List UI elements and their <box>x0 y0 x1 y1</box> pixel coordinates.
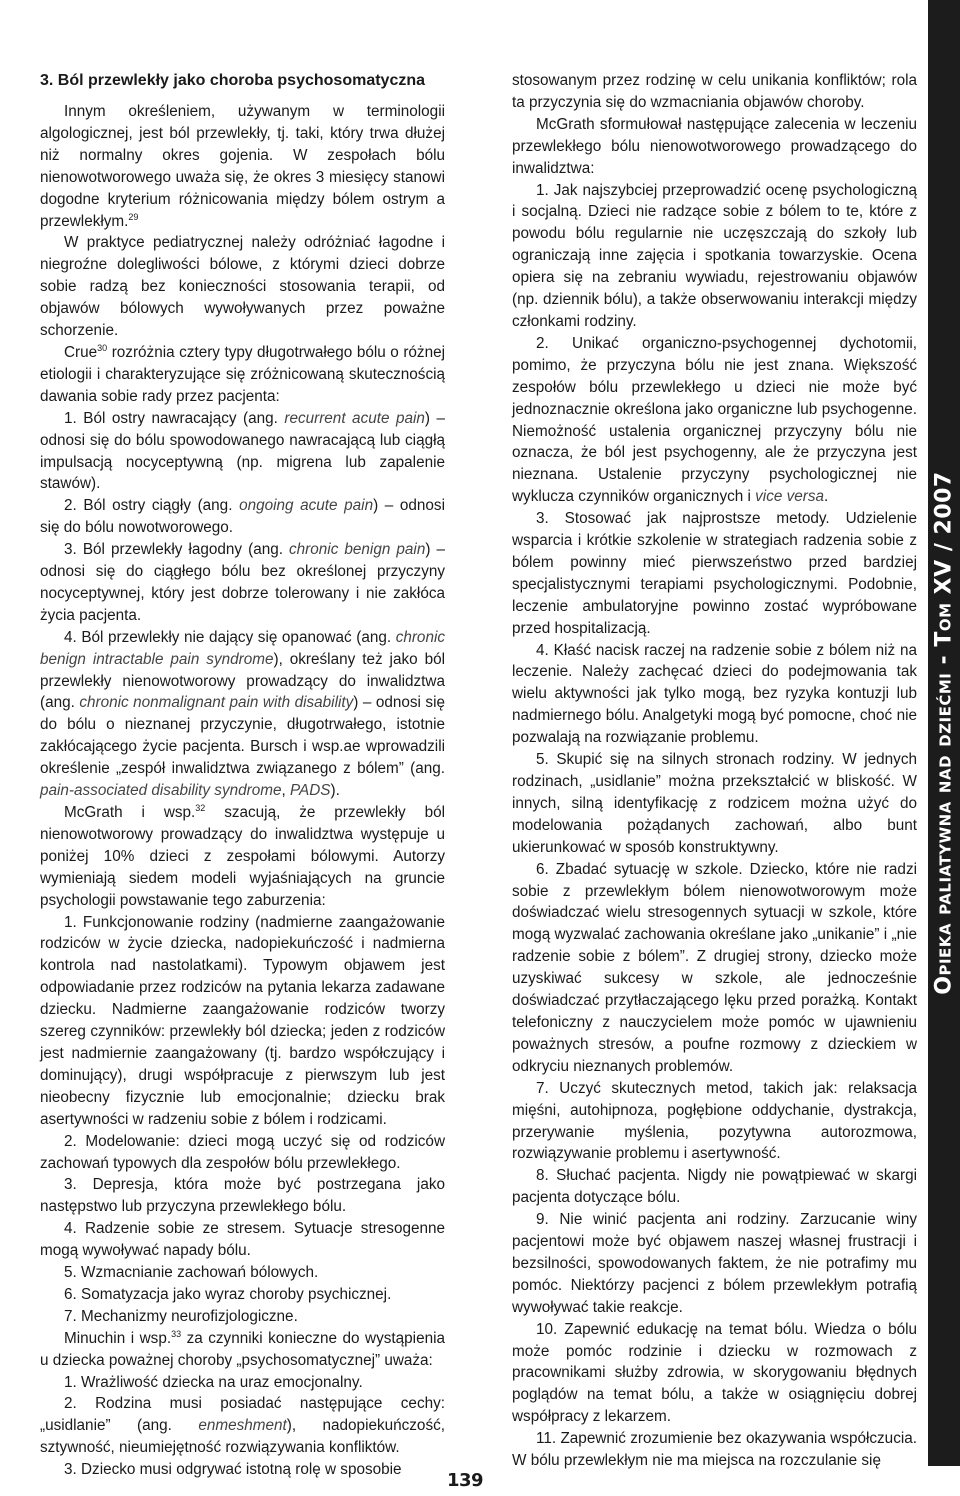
paragraph <box>40 408 445 496</box>
italic-term: PADS <box>289 782 331 800</box>
paragraph <box>512 749 917 859</box>
right-column <box>512 70 917 1472</box>
paragraph <box>512 1319 917 1429</box>
text-run: Innym określeniem, używanym w terminologii algologicznej, jest ból przewlekły, tj. taki, który trwa dłużej niż normalny okres gojenia. W zespołach bólu nienowotworowego uważa się, że okres 3 miesięcy stanowi dogodne kryterium różnicowania między bólem ostrym a przewlekłym. <box>40 103 445 230</box>
footnote-ref: 30 <box>97 342 108 353</box>
text-run: ) – odnosi się do ciągłego bólu bez określonej przyczyny nocyceptywnej, który jest dobrze tolerowany i nie zakłóca życia pacjenta. <box>40 541 445 624</box>
text-run: 3. Stosować jak najprostsze metody. Udzielenie wsparcia i krótkie szkolenie w strategiach radzenia sobie z bólem powinny mieć pierwszeństwo przed bardziej specjalistycznymi terapiami psychologicznymi. Podobnie, leczenie ambulatoryjne powinno zostać wypróbowane przed hospitalizacją. <box>512 510 917 637</box>
text-run: McGrath sformułował następujące zalecenia w leczeniu przewlekłego bólu nienowotworowego prowadzącego do inwalidztwa: <box>512 115 917 177</box>
paragraph <box>512 1428 917 1472</box>
paragraph <box>40 342 445 408</box>
paragraph <box>512 180 917 333</box>
text-run: 4. Kłaść nacisk raczej na radzenie sobie z bólem niż na leczenie. Należy zachęcać dzieci do podejmowania tak wielu aktywności jak tylko mogą, bez ryzyka kontuzji lub nadmiernego bólu. Analgetyki mogą być pomocne, choć nie pozwalają na rozwiązanie problemu. <box>512 641 917 747</box>
paragraph <box>40 539 445 627</box>
left-body <box>40 101 445 1481</box>
italic-term: ongoing acute pain <box>239 497 374 515</box>
footnote-ref: 33 <box>171 1328 182 1339</box>
text-run: 9. Nie winić pacjenta ani rodziny. Zarzucanie winy pacjentowi może być objawem naszej własnej frustracji i bezsilności, spowodowanych faktem, że nie potrafimy mu pomóc. Niektórzy pacjenci z bólem przewlekłym potrafią wywoływać takie reakcje. <box>512 1211 917 1316</box>
text-run: ) – odnosi się do bólu o nieznanej przyczynie, długotrwałego, istotnie zakłócającego życie pacjenta. Bursch i wsp.ae wprowadzili określenie „zespół inwalidztwa związanego z bólem” (ang. <box>40 694 445 778</box>
footnote-ref: 32 <box>195 802 206 813</box>
paragraph <box>512 1209 917 1319</box>
text-run: ). <box>330 782 340 800</box>
paragraph <box>40 912 445 1131</box>
text-run: 1. Wrażliwość dziecka na uraz emocjonalny. <box>64 1373 363 1391</box>
paragraph <box>40 1284 445 1306</box>
paragraph <box>512 70 917 114</box>
text-run: 3. Ból przewlekły łagodny (ang. <box>64 541 290 559</box>
italic-term: chronic benign intractable pain syndrome <box>40 628 445 668</box>
text-run: 1. Ból ostry nawracający (ang. <box>64 409 285 427</box>
text-run: . <box>824 488 829 506</box>
text-run: 3. Dziecko musi odgrywać istotną rolę w sposobie <box>64 1461 402 1479</box>
italic-term: vice versa <box>755 488 825 506</box>
paragraph <box>40 1328 445 1372</box>
text-run: ) – odnosi się do bólu nowotworowego. <box>40 497 445 537</box>
paragraph <box>40 627 445 802</box>
right-body <box>512 70 917 1472</box>
text-run: za czynniki konieczne do wystąpienia u dziecka poważnej choroby „psychosomatycznej” uważa: <box>40 1329 445 1369</box>
paragraph <box>40 1262 445 1284</box>
paragraph <box>40 1306 445 1328</box>
text-run: 6. Somatyzacja jako wyraz choroby psychicznej. <box>64 1285 392 1303</box>
text-run: 2. Unikać organiczno-psychogennej dychotomii, pomimo, że przyczyna bólu nie jest znana. Większość zespołów bólu przewlekłego u dzieci nie może być jednoznacznie określona jako organiczne lub psychogenne. Niemożność ustalenia organicznej przyczyny bólu nie oznacza, że ból jest psychogenny, ale że przyczyna jest nieznana. Ustalenie przyczyny psychologicznej nie wyklucza czynników organicznych i <box>512 334 917 506</box>
paragraph <box>512 114 917 180</box>
text-run: W praktyce pediatrycznej należy odróżniać łagodne i niegroźne dolegliwości bólowe, z którymi dzieci dobrze sobie radzą bez konieczności stosowania terapii, od objawów bólowych wywoływanych przez poważne schorzenie. <box>40 234 445 340</box>
paragraph <box>512 333 917 508</box>
text-run: 2. Rodzina musi posiadać następujące cechy: „usidlanie” (ang. <box>40 1395 445 1435</box>
text-run: rozróżnia cztery typy długotrwałego bólu o różnej etiologii i charakteryzujące się zróżnicowaną skutecznością dawania sobie rady przez pacjenta: <box>40 343 445 405</box>
italic-term: chronic benign pain <box>289 541 426 559</box>
text-run: 5. Wzmacnianie zachowań bólowych. <box>64 1264 319 1282</box>
paragraph <box>512 1165 917 1209</box>
text-run: McGrath i wsp. <box>64 804 196 821</box>
paragraph <box>40 1218 445 1262</box>
paragraph <box>40 495 445 539</box>
paragraph <box>40 232 445 342</box>
paragraph <box>40 802 445 912</box>
paragraph <box>512 1078 917 1166</box>
paragraph <box>512 508 917 639</box>
text-run: 1. Jak najszybciej przeprowadzić ocenę psychologiczną i socjalną. Dzieci nie radzące sobie z bólem to te, które z powodu bólu regularnie nie uczęszczają do szkoły lub ograniczają inne zajęcia i spotkania towarzyskie. Ocena opiera się na zebraniu wywiadu, rejestrowaniu objawów (np. dziennik bólu), a także obserwowaniu interakcji między członkami rodziny. <box>512 181 917 330</box>
italic-term: chronic nonmalignant pain with disability <box>79 694 354 712</box>
text-run: 4. Radzenie sobie ze stresem. Sytuacje stresogenne mogą wywoływać napady bólu. <box>40 1220 445 1260</box>
paragraph <box>40 1372 445 1394</box>
text-run: 1. Funkcjonowanie rodziny (nadmierne zaangażowanie rodziców w życie dziecka, nadopiekuńczość i nadmierna kontrola nad nastolatkami). Typowym objawem jest odpowiadanie przez rodziców na pytania lekarza zadawane dziecku. Nadmierne zaangażowanie rodziców tworzy szereg czynników: przewlekły ból dziecka; jeden z rodziców jest nadmiernie zaangażowany (tj. bardzo współczujący i dominujący), drugi współpracuje z pierwszym lub jest nieobecny fizycznie lub emocjonalnie; dziecku brak asertywności w radzeniu sobie z bólem i rodzicami. <box>40 913 445 1128</box>
italic-term: pain-associated disability syndrome <box>40 782 282 800</box>
text-run: 10. Zapewnić edukację na temat bólu. Wiedza o bólu może pomóc rodzinie i dziecku w rozmowach z pracownikami służby zdrowia, w skorygowaniu błędnych poglądów na temat bólu, a także w osiągnięciu dobrej współpracy z lekarzem. <box>512 1320 917 1426</box>
page-number: 139 <box>446 1470 484 1491</box>
paragraph <box>40 1174 445 1218</box>
text-run: stosowanym przez rodzinę w celu unikania konfliktów; rola ta przyczynia się do wzmacniania objawów choroby. <box>512 72 917 111</box>
text-run: 7. Uczyć skutecznych metod, takich jak: relaksacja mięśni, autohipnoza, pogłębione oddychanie, dystrakcja, przerywanie myślenia, pozytywna autorozmowa, rozwiązywanie problemu i asertywność. <box>512 1079 917 1163</box>
section-heading: 3. Ból przewlekły jako choroba psychosomatyczna <box>40 72 426 89</box>
paragraph <box>512 640 917 750</box>
text-run: 6. Zbadać sytuację w szkole. Dziecko, które nie radzi sobie z przewlekłym bólem nienowotworowym może doświadczać wielu stresogennych sytuacji w szkole, które mogą wyzwalać zachowania określane jako „unikanie” i „nie radzenie sobie z bólem”. Z drugiej strony, dziecko może uzyskiwać sukcesy w szkole, ale jednocześnie doświadczać przytłaczającego lęku przed porażką. Kontakt telefoniczny z nauczycielem może pomóc w ujawnieniu poważnych stresów, a poufne rozmowy z dzieckiem w odkryciu nieznanych problemów. <box>512 860 917 1075</box>
left-column <box>40 70 445 1481</box>
text-run: 4. Ból przewlekły nie dający się opanować (ang. <box>64 628 396 646</box>
italic-term: enmeshment <box>198 1417 287 1435</box>
sidebar-journal-title: Opieka paliatywna nad dziećmi - Tom XV / 2007 <box>931 471 957 995</box>
paragraph <box>40 1393 445 1459</box>
paragraph <box>40 101 445 232</box>
text-run: Crue <box>64 343 98 361</box>
text-run: ), określany też jako ból przewlekły nienowotworowy prowadzący do inwalidztwa (ang. <box>40 650 445 712</box>
paragraph <box>512 859 917 1078</box>
text-run: 5. Skupić się na silnych stronach rodziny. W jednych rodzinach, „usidlanie” można przekształcić w bliskość. W innych, silną identyfikację z rodzicem można użyć do modelowania pożądanych zachowań, albo bunt ukierunkować w sposób konstruktywny. <box>512 751 917 856</box>
text-run: 11. Zapewnić zrozumienie bez okazywania współczucia. W bólu przewlekłym nie ma miejsca na rozczulanie się <box>512 1430 917 1470</box>
text-run: szacują, że przewlekły ból nienowotworowy prowadzący do inwalidztwa występuje u poniżej 10% dzieci z zespołami bólowymi. Autorzy wymieniają siedem modeli wyjaśniających na gruncie psychologii powstawanie tego zaburzenia: <box>40 804 445 909</box>
footnote-ref: 29 <box>128 211 139 222</box>
paragraph <box>40 1131 445 1175</box>
text-run: ), nadopiekuńczość, sztywność, nieumiejętność rozwiązywania konfliktów. <box>40 1417 445 1457</box>
italic-term: recurrent acute pain <box>284 409 425 427</box>
text-run: ) – odnosi się do bólu spowodowanego nawracającą lub ciągłą impulsacją nocyceptywną (np. migrena lub zapalenie stawów). <box>40 409 445 493</box>
text-run: , <box>281 782 290 800</box>
text-run: 2. Modelowanie: dzieci mogą uczyć się od rodziców zachowań typowych dla zespołów bólu przewlekłego. <box>40 1132 445 1172</box>
text-run: 8. Słuchać pacjenta. Nigdy nie powątpiewać w skargi pacjenta dotyczące bólu. <box>512 1167 917 1207</box>
text-run: 7. Mechanizmy neurofizjologiczne. <box>64 1307 298 1325</box>
paragraph <box>40 1459 445 1481</box>
text-run: 3. Depresja, która może być postrzegana jako następstwo lub przyczyna przewlekłego bólu. <box>40 1176 445 1216</box>
text-run: Minuchin i wsp. <box>64 1329 172 1347</box>
text-run: 2. Ból ostry ciągły (ang. <box>64 497 240 515</box>
